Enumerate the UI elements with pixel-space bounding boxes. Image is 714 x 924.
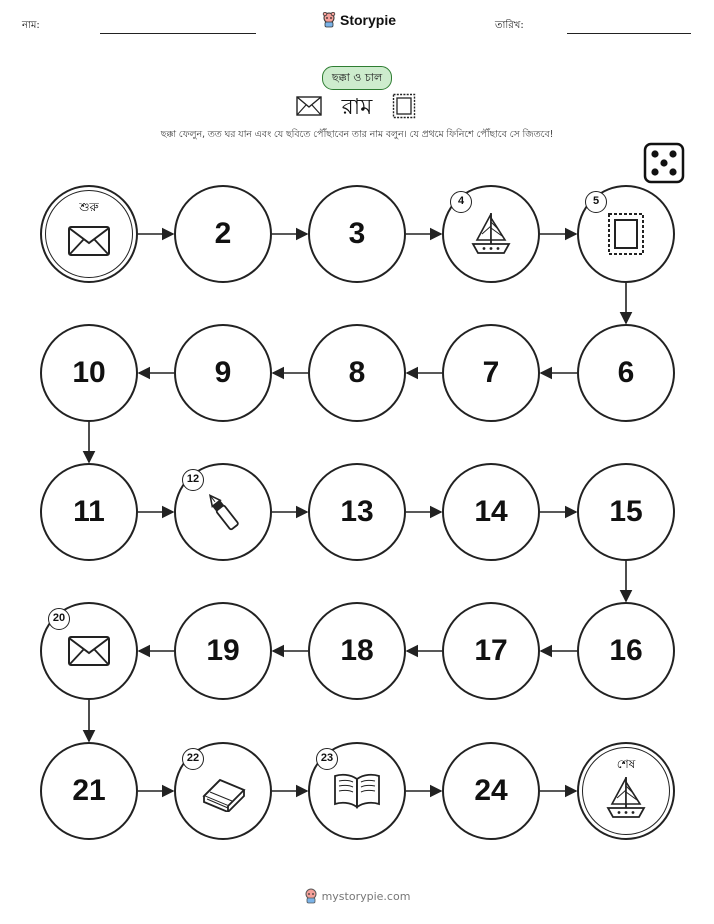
- cell-number: 7: [482, 356, 500, 389]
- board-cell-12[interactable]: [174, 463, 272, 561]
- cell-number-badge: 4: [450, 191, 472, 213]
- cell-number-badge: 12: [182, 469, 204, 491]
- cell-number: 24: [474, 774, 508, 807]
- stamp-icon: [607, 212, 645, 256]
- cell-number-badge: 20: [48, 608, 70, 630]
- board-cell-4[interactable]: [442, 185, 540, 283]
- cell-number: 2: [214, 217, 232, 250]
- cell-number: 17: [474, 634, 508, 667]
- target-word: রাম: [341, 95, 373, 120]
- finish-caption: শেষ: [616, 757, 636, 771]
- cell-number: 13: [340, 495, 374, 528]
- board-cell-23[interactable]: [308, 742, 406, 840]
- date-label: তারিখ:: [495, 20, 524, 31]
- instructions: ছক্কা ফেলুন, তত ঘর যান এবং যে ছবিতে পৌঁছাবেন তার নাম বলুন। যে প্রথমে ফিনিশে পৌঁছাবে সে জিতবে!: [160, 129, 554, 140]
- cell-number: 15: [609, 495, 643, 528]
- finish-cell[interactable]: [577, 742, 675, 840]
- board-cell-11[interactable]: [40, 463, 138, 561]
- board-cell-24[interactable]: [442, 742, 540, 840]
- board-cell-15[interactable]: [577, 463, 675, 561]
- brand-name: Storypie: [340, 12, 397, 28]
- board-cell-18[interactable]: [308, 602, 406, 700]
- cell-number: 6: [617, 356, 635, 389]
- board-cell-9[interactable]: [174, 324, 272, 422]
- start-cell[interactable]: [40, 185, 138, 283]
- cell-number: 11: [73, 495, 105, 528]
- board-cell-17[interactable]: [442, 602, 540, 700]
- board-cell-21[interactable]: [40, 742, 138, 840]
- board-cell-2[interactable]: [174, 185, 272, 283]
- cell-number: 10: [72, 356, 106, 389]
- cell-number-badge: 22: [182, 748, 204, 770]
- board-cell-6[interactable]: [577, 324, 675, 422]
- sailboat-icon: [469, 210, 513, 258]
- open-book-icon: [332, 771, 382, 811]
- cell-number: 9: [214, 356, 232, 389]
- board-cell-22[interactable]: [174, 742, 272, 840]
- game-title-pill: ছক্কা ও চাল: [322, 66, 392, 90]
- cell-number: 21: [72, 774, 106, 807]
- cell-number: 8: [348, 356, 366, 389]
- board-cell-20[interactable]: [40, 602, 138, 700]
- cell-number: 14: [474, 495, 508, 528]
- cell-number: 18: [340, 634, 374, 667]
- footer-site[interactable]: mystorypie.com: [321, 889, 411, 903]
- mascot-icon: [304, 888, 318, 904]
- cell-number: 3: [348, 217, 366, 250]
- name-label: নাম:: [22, 20, 40, 31]
- board-cell-7[interactable]: [442, 324, 540, 422]
- board-cell-16[interactable]: [577, 602, 675, 700]
- envelope-icon: [67, 635, 111, 667]
- board-cell-5[interactable]: [577, 185, 675, 283]
- fountain-pen-icon: [203, 489, 243, 535]
- closed-book-icon: [198, 770, 248, 812]
- envelope-icon: [67, 225, 111, 257]
- footer: [0, 888, 714, 904]
- board-cell-8[interactable]: [308, 324, 406, 422]
- cell-number: 16: [609, 634, 643, 667]
- board-cell-10[interactable]: [40, 324, 138, 422]
- cell-number-badge: 23: [316, 748, 338, 770]
- start-caption: শুরু: [79, 200, 99, 214]
- cell-number-badge: 5: [585, 191, 607, 213]
- board-cell-19[interactable]: [174, 602, 272, 700]
- board-cell-14[interactable]: [442, 463, 540, 561]
- sailboat-icon: [604, 774, 648, 822]
- board-cell-13[interactable]: [308, 463, 406, 561]
- cell-number: 19: [206, 634, 240, 667]
- board-cell-3[interactable]: [308, 185, 406, 283]
